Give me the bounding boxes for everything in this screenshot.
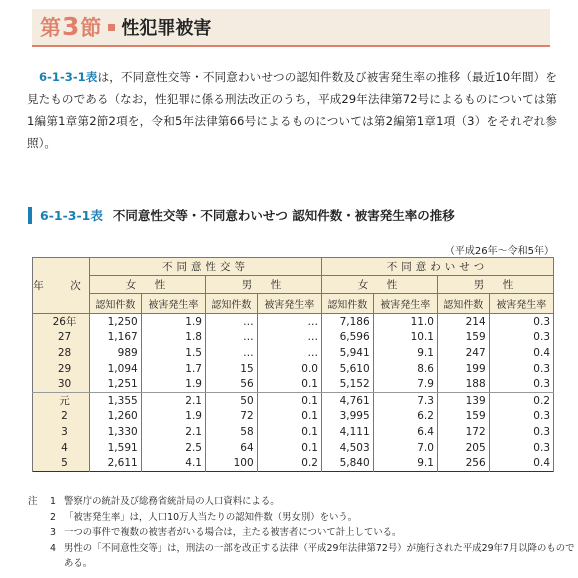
table-period: （平成26年～令和5年） <box>444 246 554 257</box>
cell-count: … <box>205 330 257 346</box>
header-count: 認知件数 <box>321 294 373 314</box>
cell-year: 元 <box>33 392 90 408</box>
cell-rate: 1.7 <box>141 361 205 377</box>
cell-rate: 0.1 <box>257 409 321 425</box>
cell-count: 100 <box>205 455 257 471</box>
cell-year: 29 <box>33 361 90 377</box>
cell-count: 1,250 <box>90 314 142 330</box>
table-body <box>33 314 554 472</box>
cell-rate: 0.0 <box>257 361 321 377</box>
header-male-1: 男 性 <box>205 276 321 294</box>
note-number: 1 <box>50 496 56 507</box>
cell-rate: 0.1 <box>257 376 321 392</box>
note-label <box>28 510 50 526</box>
header-rate: 被害発生率 <box>373 294 437 314</box>
note-item <box>28 510 578 526</box>
cell-count: … <box>205 314 257 330</box>
cell-count: 205 <box>437 440 489 456</box>
cell-rate: 0.2 <box>489 392 553 408</box>
cell-year: 28 <box>33 345 90 361</box>
cell-count: 58 <box>205 424 257 440</box>
cell-count: 3,995 <box>321 409 373 425</box>
header-rate: 被害発生率 <box>489 294 553 314</box>
cell-count: 159 <box>437 409 489 425</box>
section-header <box>32 9 550 45</box>
cell-year: 26年 <box>33 314 90 330</box>
cell-rate: 0.4 <box>489 345 553 361</box>
cell-rate: 4.1 <box>141 455 205 471</box>
section-number-prefix: 第 <box>40 16 62 40</box>
note-item <box>28 541 578 572</box>
cell-count: 1,330 <box>90 424 142 440</box>
table-id: 6-1-3-1表 <box>40 208 103 223</box>
table-row <box>33 361 554 377</box>
note-text: 警察庁の統計及び総務省統計局の人口資料による。 <box>64 496 280 507</box>
cell-rate: 1.9 <box>141 314 205 330</box>
cell-count: 172 <box>437 424 489 440</box>
cell-count: 188 <box>437 376 489 392</box>
table-caption <box>28 205 455 225</box>
header-female-2: 女 性 <box>321 276 437 294</box>
cell-rate: … <box>257 345 321 361</box>
table-row <box>33 330 554 346</box>
cell-rate: 0.3 <box>489 361 553 377</box>
cell-rate: 11.0 <box>373 314 437 330</box>
cell-count: 50 <box>205 392 257 408</box>
header-male-2: 男 性 <box>437 276 553 294</box>
cell-rate: 0.3 <box>489 314 553 330</box>
cell-rate: 0.4 <box>489 455 553 471</box>
cell-year: 27 <box>33 330 90 346</box>
cell-rate: 0.3 <box>489 409 553 425</box>
caption-bar <box>28 207 32 224</box>
cell-count: 139 <box>437 392 489 408</box>
cell-rate: … <box>257 314 321 330</box>
header-female-1: 女 性 <box>90 276 206 294</box>
cell-count: 1,167 <box>90 330 142 346</box>
cell-rate: 6.4 <box>373 424 437 440</box>
cell-count: 256 <box>437 455 489 471</box>
cell-count: 72 <box>205 409 257 425</box>
cell-rate: 8.6 <box>373 361 437 377</box>
cell-rate: 2.1 <box>141 424 205 440</box>
header-year: 年 次 <box>33 258 90 314</box>
cell-year: 5 <box>33 455 90 471</box>
table-row <box>33 455 554 471</box>
cell-count: 4,503 <box>321 440 373 456</box>
cell-count: 4,111 <box>321 424 373 440</box>
note-text: 「被害発生率」は，人口10万人当たりの認知件数（男女別）をいう。 <box>64 511 358 523</box>
cell-count: 7,186 <box>321 314 373 330</box>
note-item <box>28 525 578 541</box>
header-group-indecency: 不同意わいせつ <box>321 258 553 276</box>
intro-text: は，不同意性交等・不同意わいせつの認知件数及び被害発生率の推移（最近10年間）を見たものである（なお，性犯罪に係る刑法改正のうち，平成29年法律第72号によるものについては第1編第1章第2節2項を，令和5年法律第66号によるものについては第2編第1章1項（3）をそれぞれ参照）。 <box>27 70 557 150</box>
table-row <box>33 440 554 456</box>
cell-rate: 2.1 <box>141 392 205 408</box>
cell-rate: 9.1 <box>373 455 437 471</box>
cell-count: 1,355 <box>90 392 142 408</box>
cell-rate: 6.2 <box>373 409 437 425</box>
cell-rate: 7.3 <box>373 392 437 408</box>
section-rule <box>32 45 550 47</box>
section-number <box>40 12 102 42</box>
cell-count: 56 <box>205 376 257 392</box>
cell-rate: 10.1 <box>373 330 437 346</box>
intro-table-reference[interactable]: 6-1-3-1表 <box>39 70 98 84</box>
cell-rate: 1.9 <box>141 376 205 392</box>
cell-rate: 0.3 <box>489 440 553 456</box>
cell-year: 3 <box>33 424 90 440</box>
cell-rate: 0.1 <box>257 440 321 456</box>
table-row <box>33 314 554 330</box>
cell-count: 1,251 <box>90 376 142 392</box>
cell-rate: 0.2 <box>257 455 321 471</box>
cell-count: 1,260 <box>90 409 142 425</box>
cell-count: 64 <box>205 440 257 456</box>
cell-rate: 0.3 <box>489 330 553 346</box>
cell-count: 6,596 <box>321 330 373 346</box>
cell-rate: 1.5 <box>141 345 205 361</box>
note-label <box>28 541 50 572</box>
cell-rate: 0.1 <box>257 424 321 440</box>
section-bullet-icon <box>108 24 115 31</box>
cell-year: 2 <box>33 409 90 425</box>
cell-count: 4,761 <box>321 392 373 408</box>
cell-count: 247 <box>437 345 489 361</box>
cell-count: 5,941 <box>321 345 373 361</box>
section-number-suffix: 節 <box>80 16 103 40</box>
note-item <box>28 494 578 510</box>
header-rate: 被害発生率 <box>257 294 321 314</box>
header-rate: 被害発生率 <box>141 294 205 314</box>
cell-count: 15 <box>205 361 257 377</box>
cell-count: 2,611 <box>90 455 142 471</box>
cell-year: 30 <box>33 376 90 392</box>
note-text: 男性の「不同意性交等」は，刑法の一部を改正する法律（平成29年法律第72号）が施行された平成29年7月以降のものである。 <box>64 542 575 570</box>
header-group-rape: 不同意性交等 <box>90 258 322 276</box>
cell-count: 199 <box>437 361 489 377</box>
cell-count: 5,610 <box>321 361 373 377</box>
intro-paragraph <box>27 66 557 154</box>
section-number-digit: 3 <box>62 12 81 41</box>
cell-count: 214 <box>437 314 489 330</box>
cell-count: 5,152 <box>321 376 373 392</box>
section-title: 性犯罪被害 <box>121 18 212 39</box>
cell-rate: 7.0 <box>373 440 437 456</box>
header-count: 認知件数 <box>437 294 489 314</box>
table-row <box>33 376 554 392</box>
note-number: 4 <box>50 542 56 554</box>
cell-rate: 9.1 <box>373 345 437 361</box>
table-row <box>33 424 554 440</box>
note-number: 2 <box>50 511 56 523</box>
cell-count: … <box>205 345 257 361</box>
table-title: 不同意性交等・不同意わいせつ 認知件数・被害発生率の推移 <box>112 208 455 223</box>
cell-count: 989 <box>90 345 142 361</box>
cell-count: 159 <box>437 330 489 346</box>
cell-year: 4 <box>33 440 90 456</box>
cell-rate: 1.8 <box>141 330 205 346</box>
cell-count: 1,591 <box>90 440 142 456</box>
cell-rate: 7.9 <box>373 376 437 392</box>
notes <box>28 494 578 572</box>
cell-rate: 0.1 <box>257 392 321 408</box>
data-table <box>32 257 554 472</box>
note-label <box>28 525 50 541</box>
header-count: 認知件数 <box>90 294 142 314</box>
table-row <box>33 392 554 408</box>
cell-rate: 0.3 <box>489 376 553 392</box>
note-label: 注 <box>28 496 38 507</box>
header-count: 認知件数 <box>205 294 257 314</box>
note-number: 3 <box>50 527 56 539</box>
cell-rate: 1.9 <box>141 409 205 425</box>
cell-count: 1,094 <box>90 361 142 377</box>
cell-rate: … <box>257 330 321 346</box>
table-row <box>33 409 554 425</box>
table-row <box>33 345 554 361</box>
cell-count: 5,840 <box>321 455 373 471</box>
cell-rate: 0.3 <box>489 424 553 440</box>
note-text: 一つの事件で複数の被害者がいる場合は，主たる被害者について計上している。 <box>64 527 402 539</box>
cell-rate: 2.5 <box>141 440 205 456</box>
